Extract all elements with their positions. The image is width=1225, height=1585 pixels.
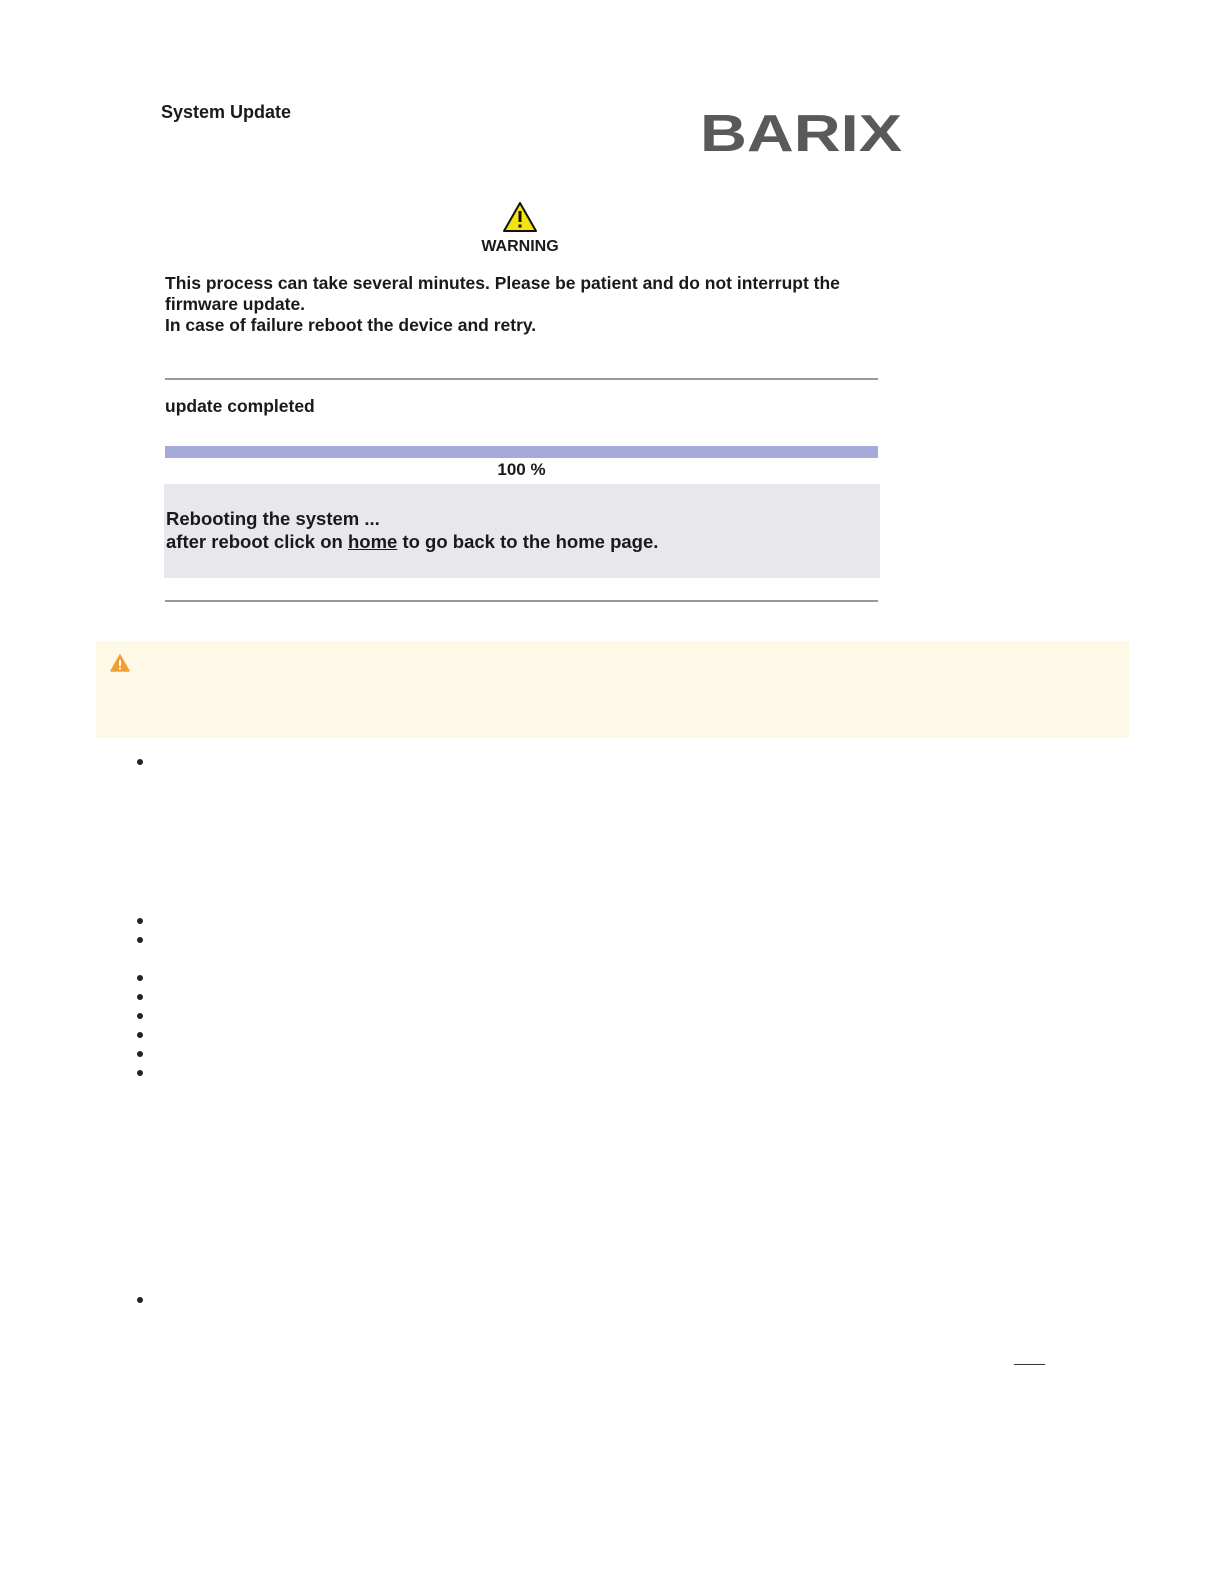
list-bullet [137,937,143,943]
list-bullet [137,918,143,924]
list-bullet [137,994,143,1000]
footnote-underline [1014,1364,1045,1365]
list-bullet [137,1032,143,1038]
warning-label: WARNING [481,238,559,255]
barix-logo [700,111,905,160]
list-bullet [137,1070,143,1076]
progress-bar [165,446,878,458]
barix-logo-graphic [700,111,905,155]
warning-line-3: In case of failure reboot the device and retry. [165,315,537,335]
reboot-message-box [164,484,880,578]
warning-note-panel [96,641,1129,738]
alert-triangle-icon [110,654,130,677]
reboot-instruction-suffix: to go back to the home page. [397,531,659,552]
list-bullet [137,1051,143,1057]
home-link[interactable]: home [347,531,398,552]
warning-line-1: This process can take several minutes. Please be patient and do not interrupt the [165,273,840,293]
progress-percentage: 100 % [497,460,546,479]
page-title: System Update [161,102,292,122]
reboot-status: Rebooting the system ... [166,508,380,529]
warning-message [165,273,885,336]
warning-triangle-icon [502,201,538,233]
reboot-instruction-prefix: after reboot click on [166,531,348,552]
bottom-divider [165,600,878,602]
reboot-instruction [166,531,658,553]
warning-line-2: firmware update. [165,294,306,314]
list-bullet [137,759,143,765]
list-bullet [137,1013,143,1019]
svg-text:BARIX: BARIX [700,111,903,155]
list-bullet [137,1297,143,1303]
warning-block [460,201,580,256]
top-divider [165,378,878,380]
progress-bar-fill [165,446,878,458]
list-bullet [137,975,143,981]
update-status: update completed [165,396,315,416]
